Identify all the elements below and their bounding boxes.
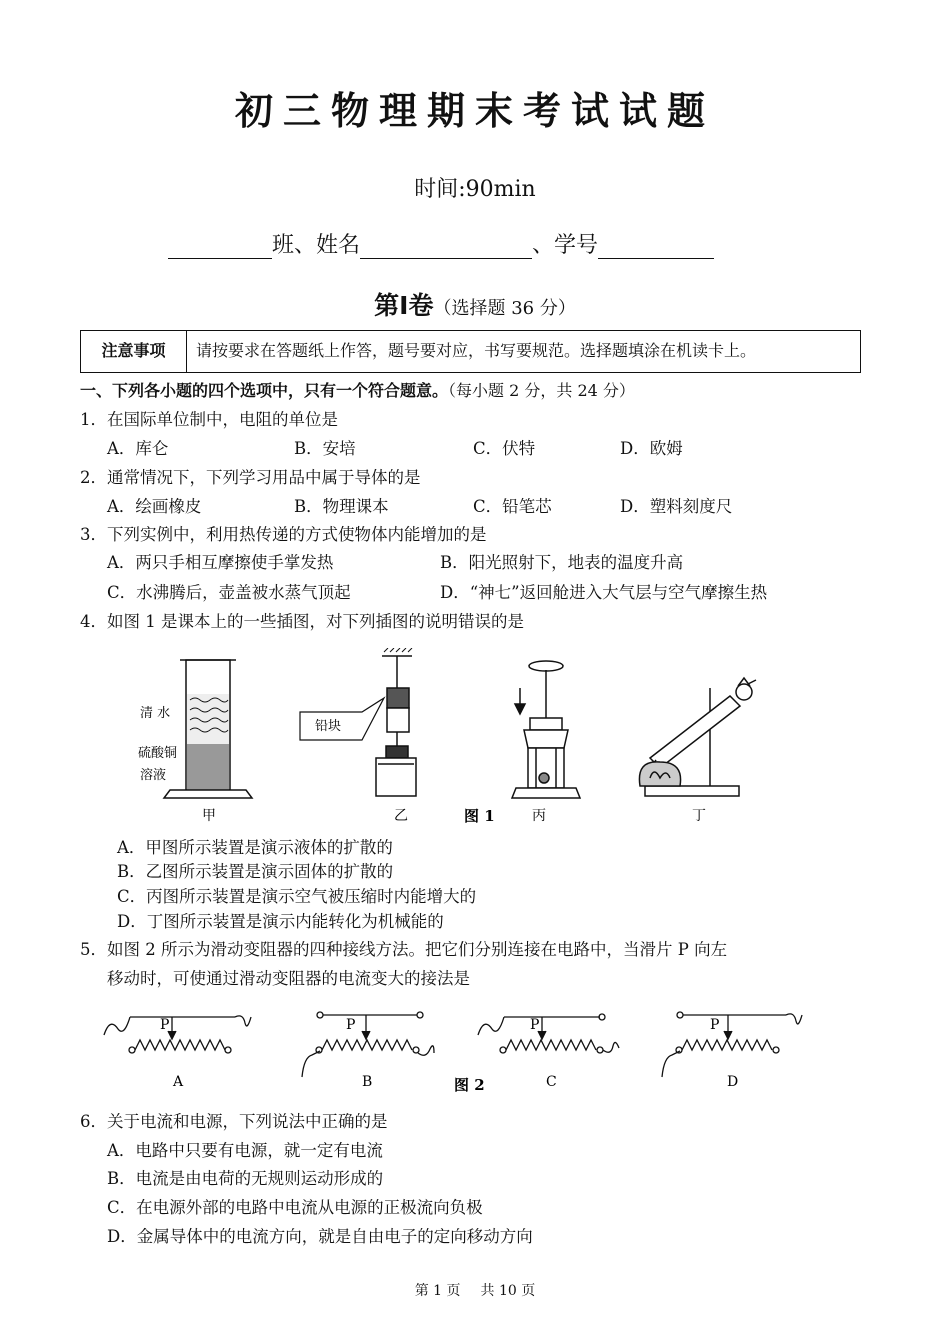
slider-p-label-d: P: [710, 1017, 720, 1033]
test-tube-diagram: [639, 678, 756, 796]
q3-option-d: D．“神七”返回舱进入大气层与空气摩擦生热: [440, 583, 768, 602]
question-3-stem: 3．下列实例中，利用热传递的方式使物体内能增加的是: [80, 525, 487, 544]
cuso4-label-2: 溶液: [140, 768, 167, 783]
question-4-stem: 4．如图 1 是课本上的一些插图，对下列插图的说明错误的是: [80, 612, 524, 631]
q4-option-d: D．丁图所示装置是演示内能转化为机械能的: [117, 912, 444, 931]
figure-2: [100, 1005, 820, 1095]
question-2-stem: 2．通常情况下，下列学习用品中属于导体的是: [80, 468, 421, 487]
rheostat-a-diagram: [104, 1016, 251, 1053]
section-score: （每小题 2 分，共 24 分）: [448, 381, 635, 400]
figure-bing-label: 丙: [532, 808, 546, 824]
exam-time: 时间:90min: [414, 177, 536, 202]
q3-option-b: B．阳光照射下，地表的温度升高: [440, 553, 684, 572]
slider-p-label-c: P: [530, 1017, 540, 1033]
rheostat-d-diagram: [662, 1012, 802, 1077]
question-6-stem: 6．关于电流和电源，下列说法中正确的是: [80, 1112, 388, 1131]
question-1-stem: 1．在国际单位制中，电阻的单位是: [80, 410, 338, 429]
rheostat-b-diagram: [302, 1012, 434, 1077]
figure-1-caption: 图 1: [464, 807, 495, 825]
q3-option-c: C．水沸腾后，壶盖被水蒸气顶起: [107, 583, 351, 602]
volume-note: （选择题 36 分）: [433, 298, 576, 319]
q1-option-b: B．安培: [294, 439, 356, 458]
volume-heading: [0, 286, 950, 322]
q3-option-a: A．两只手相互摩擦使手掌发热: [107, 553, 334, 572]
air-compression-diagram: [512, 661, 580, 798]
lead-blocks-diagram: [376, 648, 416, 796]
figure-jia-label: 甲: [202, 808, 216, 824]
q1-option-a: A．库仑: [107, 439, 169, 458]
page-footer: [0, 1280, 950, 1300]
q1-option-d: D．欧姆: [620, 439, 683, 458]
q1-option-c: C．伏特: [473, 439, 536, 458]
question-5-stem-line-2: 移动时，可使通过滑动变阻器的电流变大的接法是: [107, 969, 470, 988]
water-label: 清 水: [140, 706, 171, 721]
q6-option-a: A．电路中只要有电源，就一定有电流: [107, 1141, 383, 1160]
id-blank[interactable]: [598, 234, 714, 259]
diffusion-cylinder-diagram: [164, 660, 252, 798]
figure-yi-label: 乙: [394, 808, 408, 824]
q6-option-d: D．金属导体中的电流方向，就是自由电子的定向移动方向: [107, 1227, 533, 1246]
q2-option-d: D．塑料刻度尺: [620, 497, 733, 516]
q6-option-b: B．电流是由电荷的无规则运动形成的: [107, 1169, 384, 1188]
notice-label: 注意事项: [81, 331, 187, 372]
q2-option-b: B．物理课本: [294, 497, 389, 516]
student-info: [168, 228, 714, 259]
q4-option-b: B．乙图所示装置是演示固体的扩散的: [117, 862, 394, 881]
slider-p-label-a: P: [160, 1017, 170, 1033]
student-id-label: 、学号: [532, 233, 599, 258]
page-total: 共 10 页: [480, 1283, 536, 1299]
lead-label: 铅块: [315, 719, 342, 734]
option-a-label: A: [173, 1074, 184, 1090]
section-heading: [80, 378, 635, 401]
notice-text: 请按要求在答题纸上作答，题号要对应，书写要规范。选择题填涂在机读卡上。: [196, 341, 757, 360]
q2-option-c: C．铅笔芯: [473, 497, 552, 516]
section-title: 一、下列各小题的四个选项中，只有一个符合题意。: [80, 381, 449, 400]
q2-option-a: A．绘画橡皮: [107, 497, 202, 516]
q4-option-c: C．丙图所示装置是演示空气被压缩时内能增大的: [117, 887, 477, 906]
option-b-label: B: [362, 1074, 373, 1090]
notice-box: [80, 330, 861, 373]
rheostat-c-diagram: [478, 1014, 619, 1053]
name-blank[interactable]: [360, 234, 532, 259]
slider-p-label-b: P: [346, 1017, 356, 1033]
option-d-label: D: [727, 1074, 739, 1090]
cuso4-label-1: 硫酸铜: [138, 746, 178, 761]
page-title: 初三物理期末考试试题: [234, 89, 715, 133]
figure-2-caption: 图 2: [454, 1076, 485, 1094]
figure-1: [130, 648, 790, 833]
volume-label: 第Ⅰ卷: [374, 291, 434, 320]
class-name-label: 班、姓名: [272, 233, 361, 258]
option-c-label: C: [546, 1074, 557, 1090]
class-blank[interactable]: [168, 234, 272, 259]
q6-option-c: C．在电源外部的电路中电流从电源的正极流向负极: [107, 1198, 483, 1217]
q4-option-a: A．甲图所示装置是演示液体的扩散的: [117, 838, 393, 857]
figure-ding-label: 丁: [692, 808, 706, 824]
question-5-stem-line-1: 5．如图 2 所示为滑动变阻器的四种接线方法。把它们分别连接在电路中，当滑片 P 向左: [80, 940, 728, 959]
page-number: 第 1 页: [414, 1283, 461, 1299]
lead-callout: [300, 698, 384, 740]
